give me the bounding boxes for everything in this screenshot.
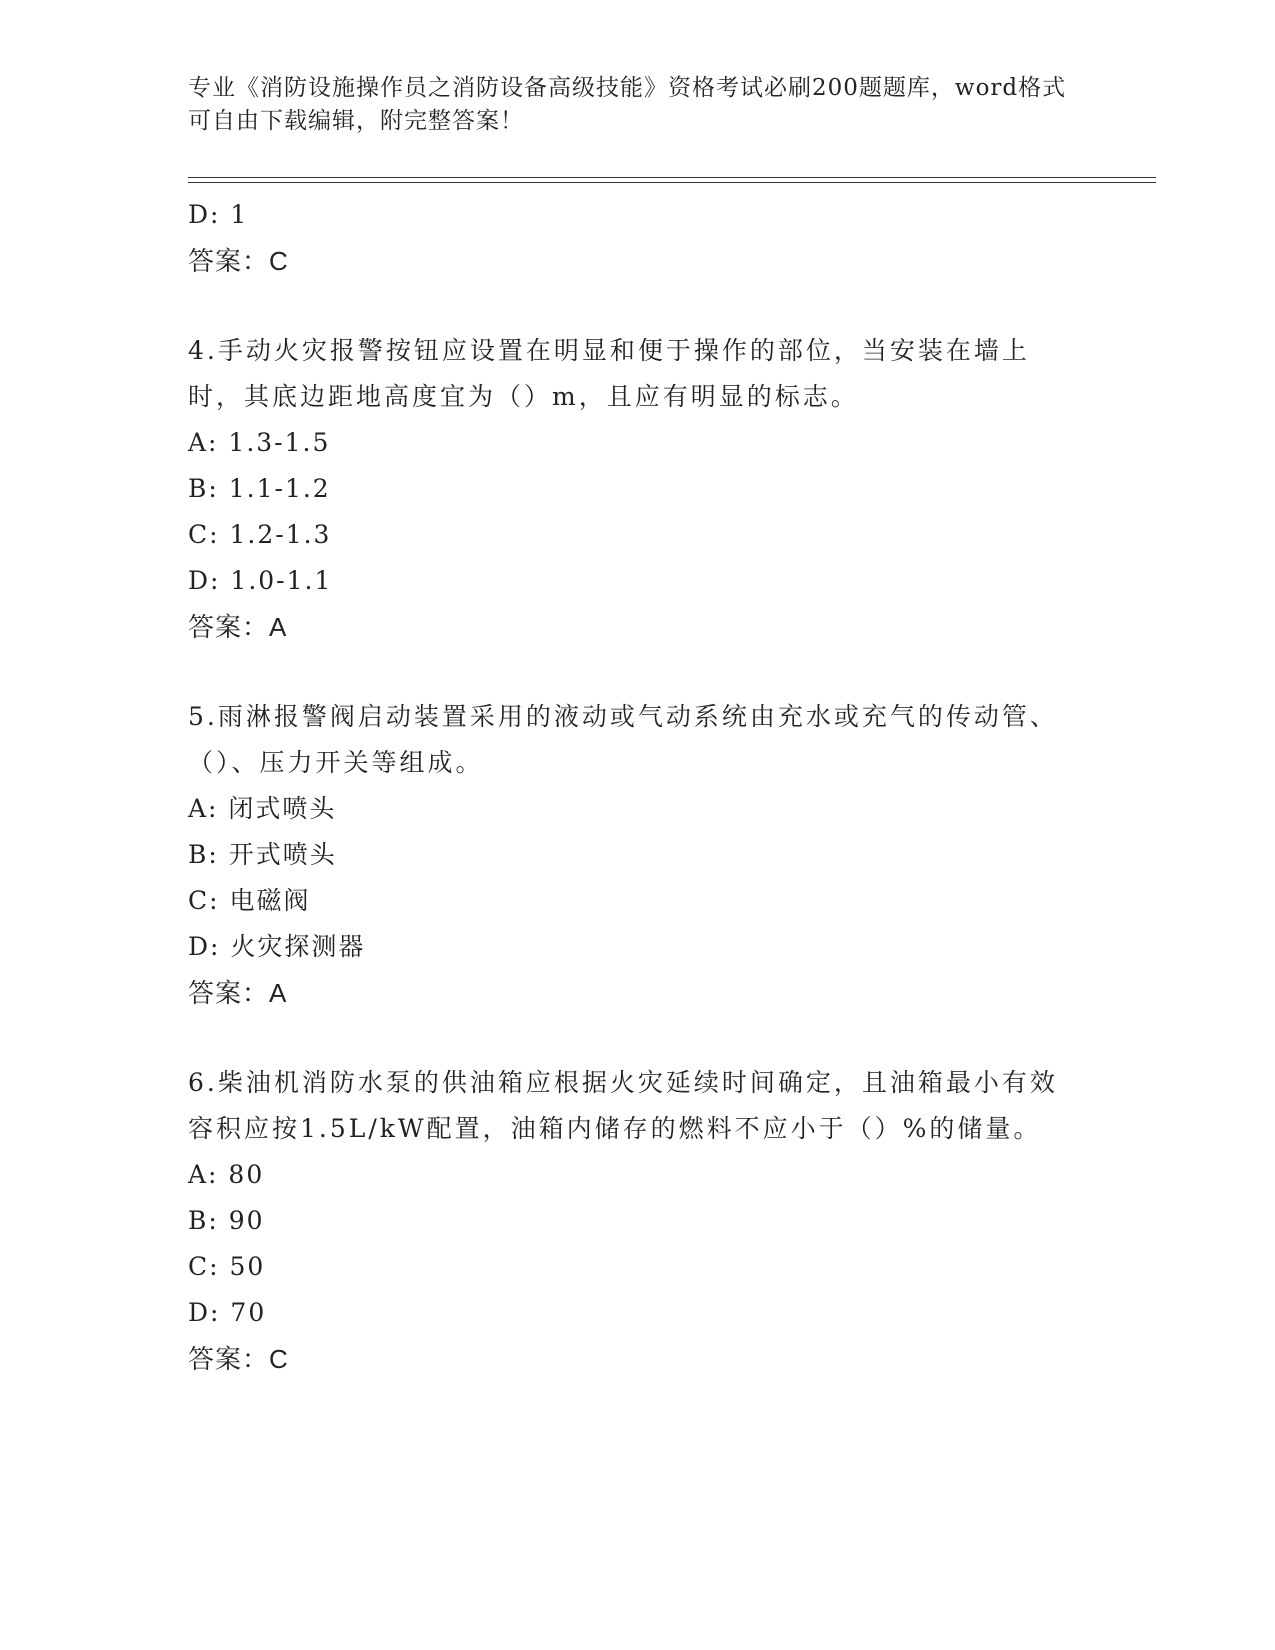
option-a: A: 80	[188, 1160, 265, 1189]
option-d: D: 火灾探测器	[188, 932, 366, 961]
spacer	[188, 1016, 1088, 1060]
option-b: B: 1.1-1.2	[188, 474, 331, 503]
option-d: D: 1.0-1.1	[188, 566, 333, 595]
header-divider-top	[188, 177, 1156, 178]
option-b: B: 开式喷头	[188, 840, 337, 869]
question-list	[188, 192, 1088, 1382]
question-block	[188, 1060, 1088, 1382]
option-d: D: 1	[188, 200, 249, 229]
option-c: C: 50	[188, 1252, 266, 1281]
question-block	[188, 328, 1088, 650]
option-a: A: 1.3-1.5	[188, 428, 331, 457]
option-a: A: 闭式喷头	[188, 794, 337, 823]
question-stem: 6.柴油机消防水泵的供油箱应根据火灾延续时间确定，且油箱最小有效容积应按1.5L/kW配置，油箱内储存的燃料不应小于（）%的储量。	[188, 1068, 1058, 1143]
spacer	[188, 284, 1088, 328]
answer-line: 答案：A	[188, 612, 288, 642]
answer-line: 答案：C	[188, 1344, 289, 1374]
question-stem: 4.手动火灾报警按钮应设置在明显和便于操作的部位，当安装在墙上时，其底边距地高度宜为（）m，且应有明显的标志。	[188, 336, 1030, 411]
option-c: C: 1.2-1.3	[188, 520, 332, 549]
question-block	[188, 694, 1088, 1016]
answer-line: 答案：A	[188, 978, 288, 1008]
option-c: C: 电磁阀	[188, 886, 311, 915]
header-divider-bottom	[188, 182, 1156, 183]
page-header-title: 专业《消防设施操作员之消防设备高级技能》资格考试必刷200题题库，word格式可自由下载编辑，附完整答案！	[188, 75, 1067, 134]
question-stem: 5.雨淋报警阀启动装置采用的液动或气动系统由充水或充气的传动管、（）、压力开关等组成。	[188, 702, 1058, 777]
option-d: D: 70	[188, 1298, 267, 1327]
option-b: B: 90	[188, 1206, 265, 1235]
spacer	[188, 650, 1088, 694]
answer-line: 答案：C	[188, 246, 289, 276]
